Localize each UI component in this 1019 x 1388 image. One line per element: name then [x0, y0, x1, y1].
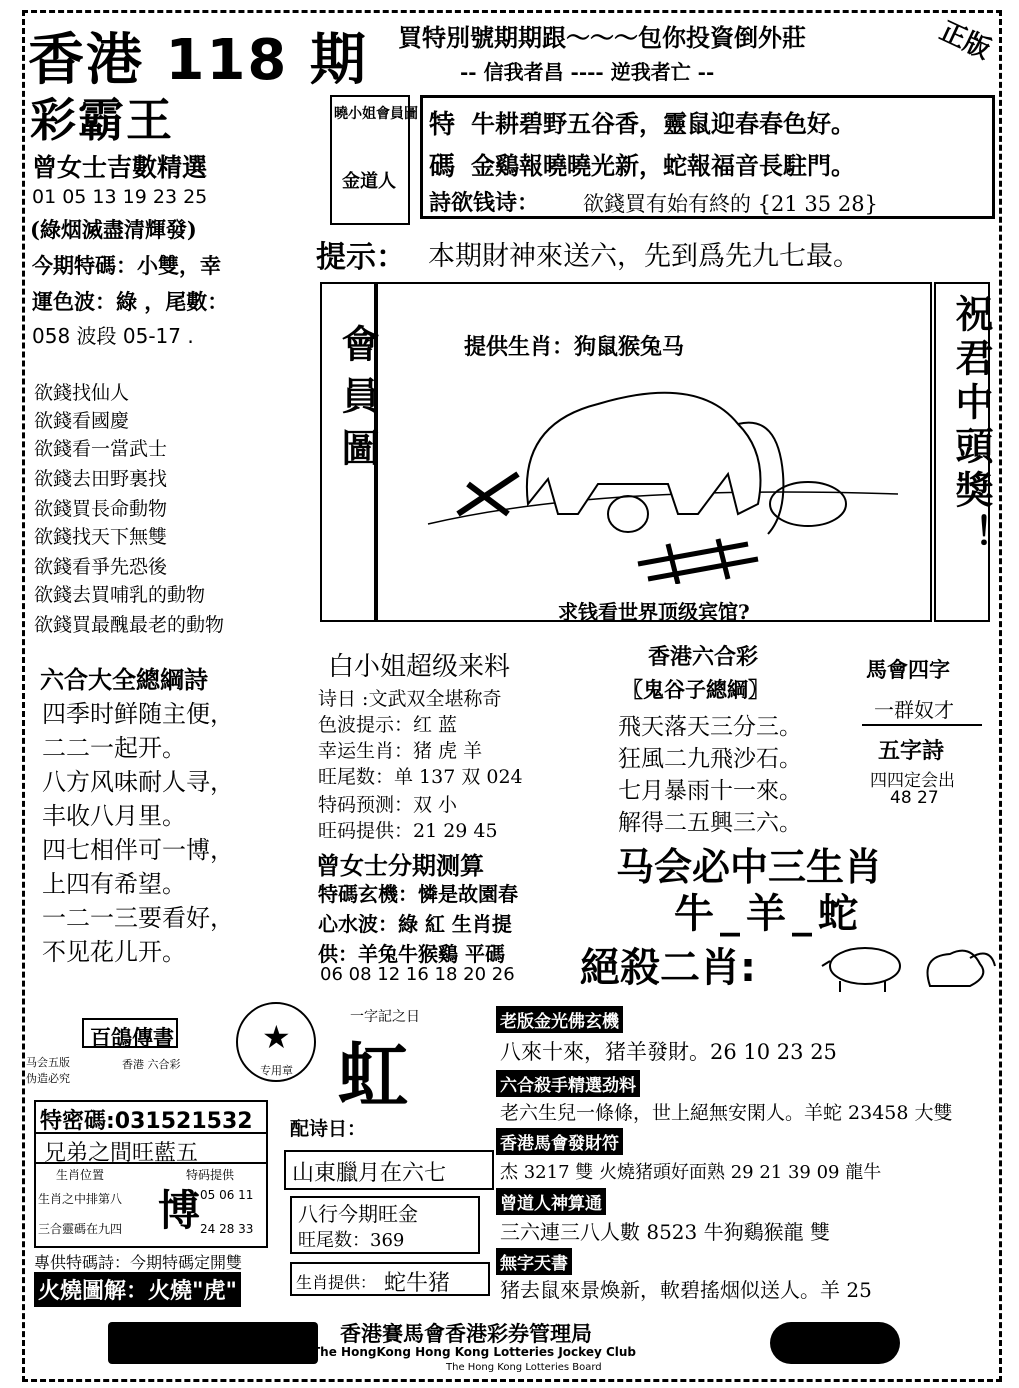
pigeon-sub: 香港 六合彩	[122, 1058, 181, 1071]
zeng-line: 心水波：綠 紅 生肖提	[318, 912, 512, 936]
zodiac-box: 生肖提供： 蛇牛猪	[290, 1262, 490, 1296]
poem-box: 山東臘月在六七	[284, 1150, 494, 1190]
fire-explain: 火燒圖解：火燒"虎"	[34, 1272, 241, 1307]
guigu-line: 狂風二九飛沙石。	[618, 746, 802, 772]
tip-header: 曾道人神算通	[496, 1188, 606, 1215]
tip-header: 香港馬會發財符	[496, 1128, 623, 1155]
bai-line: 色波提示：红 蓝	[318, 714, 458, 736]
special-code-box: 特 碼 牛耕碧野五谷香，靈鼠迎春春色好。 金鷄報曉曉光新，蛇報福音長駐門。 詩欲钱诗： 欲錢買有始有終的 {21 35 28}	[420, 95, 995, 219]
bai-line: 旺尾数：单 137 双 024	[318, 766, 523, 788]
brand: 彩霸王	[30, 93, 174, 147]
bai-line: 诗日 :文武双全堪称奇	[318, 688, 502, 710]
elephant-drawing	[398, 364, 918, 584]
footer-logo-left	[108, 1322, 318, 1364]
info-line: 今期特碼：小雙，幸	[32, 253, 221, 278]
mahui-title: 馬會四字	[866, 658, 950, 682]
poem-line: 四季时鲜随主便，	[42, 700, 234, 728]
tip-text: 老六生兒一條條，世上絕無安閑人。羊蛇 23458 大雙	[500, 1102, 953, 1124]
guigu-line: 飛天落天三分三。	[618, 714, 802, 740]
member-logo: 曉小姐會員圖 金道人	[330, 95, 410, 225]
tip-header: 六合殺手精選劲料	[496, 1070, 640, 1097]
riddle: 欲錢去田野裏找	[34, 468, 168, 490]
tip-text: 杰 3217 雙 火燒猪頭好面熟 29 21 39 09 龍牛	[500, 1162, 882, 1183]
poem-line: 八方风味耐人寻，	[42, 768, 234, 796]
mahui-line: 一群奴才	[874, 698, 954, 722]
mahui-subtitle: 五字詩	[878, 739, 945, 764]
hint-text: 本期財神來送六，先到爲先九七最。	[428, 241, 860, 272]
kill-title: 絕殺二肖:	[580, 945, 756, 991]
zeng-line: 特碼玄機：憐是故園春	[318, 882, 518, 906]
poem-line: 不见花儿开。	[42, 938, 186, 966]
mahui-line: 四四定会出	[870, 771, 955, 791]
poem-line: 四七相伴可一博，	[42, 836, 234, 864]
riddle: 欲錢買最醜最老的動物	[34, 614, 225, 636]
three-animals: 牛_羊_蛇	[674, 891, 864, 937]
bai-line: 幸运生肖：猪 虎 羊	[318, 740, 483, 762]
element-box: 八行今期旺金 旺尾数：369	[290, 1196, 480, 1254]
authentic-stamp: 正版	[935, 16, 995, 66]
poem-title: 六合大全總綱詩	[40, 665, 208, 694]
question: 求钱看世界顶级宾馆?	[558, 600, 750, 624]
brothers-box: 兄弟之間旺藍五	[34, 1132, 268, 1164]
poem-label: 配诗日：	[290, 1118, 367, 1140]
selection-name: 曾女士吉數精選	[32, 153, 208, 182]
tip-text: 三六連三八人數 8523 牛狗鷄猴龍 雙	[500, 1220, 830, 1244]
three-title: 马会必中三生肖	[616, 845, 883, 889]
guigu-line: 解得二五興三六。	[618, 810, 802, 836]
tip-text: 猪去鼠來景煥新，軟碧搖烟似送人。羊 25	[500, 1278, 872, 1302]
note: 马会五版	[26, 1056, 70, 1069]
riddle: 欲錢看一當武士	[34, 438, 168, 460]
lucky-numbers: 01 05 13 19 23 25	[32, 186, 208, 208]
riddle: 欲錢看爭先恐後	[34, 556, 168, 578]
poem-line: 一二一三要看好，	[42, 904, 234, 932]
tip-text: 八來十來，猪羊發財。26 10 23 25	[500, 1040, 837, 1064]
riddle: 欲錢找仙人	[34, 382, 130, 404]
star-icon: ★	[262, 1018, 291, 1056]
special-cipher: 特密碼:031521532	[34, 1100, 268, 1134]
zodiac-provide: 提供生肖：狗鼠猴兔马	[464, 334, 685, 360]
key-char: 虹	[338, 1034, 408, 1117]
special-poem: 專供特碼詩：今期特碼定開雙	[34, 1253, 243, 1272]
pig-rooster-drawing	[820, 936, 1000, 996]
poem-line: 二二一起开。	[42, 734, 186, 762]
note: 伪造必究	[26, 1072, 70, 1085]
hint-label: 提示：	[316, 240, 406, 275]
info-line: 058 波段 05-17 .	[32, 324, 194, 348]
code-table: 生肖位置 特码提供 生肖之中排第八 三合靈碼在九四 博 05 06 11 24 28 33	[34, 1162, 268, 1248]
footer-logo-right	[770, 1322, 900, 1364]
bai-line: 特码预测：双 小	[318, 794, 458, 816]
footer-title: 香港賽馬會香港彩券管理局	[340, 1321, 592, 1346]
riddle: 欲錢買長命動物	[34, 498, 168, 520]
footer-sub2: The Hong Kong Lotteries Board	[446, 1362, 602, 1373]
footer-sub: The HongKong Hong Kong Lotteries Jockey Club	[312, 1345, 637, 1359]
bai-title: 白小姐超级来料	[328, 652, 511, 682]
subslogan: -- 信我者昌 ---- 逆我者亡 --	[460, 60, 715, 84]
poem-line: 丰收八月里。	[42, 802, 186, 830]
guigu-title: 香港六合彩	[648, 644, 759, 670]
zeng-line: 06 08 12 16 18 20 26	[320, 964, 515, 985]
mahui-line: 48 27	[890, 788, 939, 808]
divider	[862, 724, 982, 726]
tip-header: 無字天書	[496, 1248, 572, 1275]
bai-line: 旺码提供：21 29 45	[318, 820, 498, 842]
poem-line: 上四有希望。	[42, 870, 186, 898]
one-word-label: 一字記之日	[350, 1009, 420, 1025]
riddle: 欲錢看國慶	[34, 410, 130, 432]
picture-panel	[376, 282, 932, 622]
zeng-title: 曾女士分期测算	[316, 852, 484, 880]
seal-stamp: ★ 专用章	[236, 1002, 316, 1082]
poem-line: (綠烟滅盡清輝發)	[30, 217, 197, 242]
riddle: 欲錢找天下無雙	[34, 526, 168, 548]
tip-header: 老版金光佛玄機	[496, 1006, 623, 1033]
slogan: 買特別號期期跟～～～包你投資倒外莊	[398, 23, 806, 52]
zeng-line: 供：羊兔牛猴鷄 平碼	[318, 942, 505, 966]
pigeon-box: 百鴿傳書	[82, 1018, 178, 1048]
riddle: 欲錢去買哺乳的動物	[34, 584, 206, 606]
info-line: 運色波：綠 ，尾數：	[32, 289, 229, 314]
side-banner-left: 會員圖	[320, 282, 376, 622]
side-banner-right: 祝君中頭獎！	[934, 282, 990, 622]
issue-title: 香港 118 期	[28, 28, 368, 93]
guigu-sub: 〖鬼谷子總綱〗	[622, 677, 769, 702]
guigu-line: 七月暴雨十一來。	[618, 778, 802, 804]
